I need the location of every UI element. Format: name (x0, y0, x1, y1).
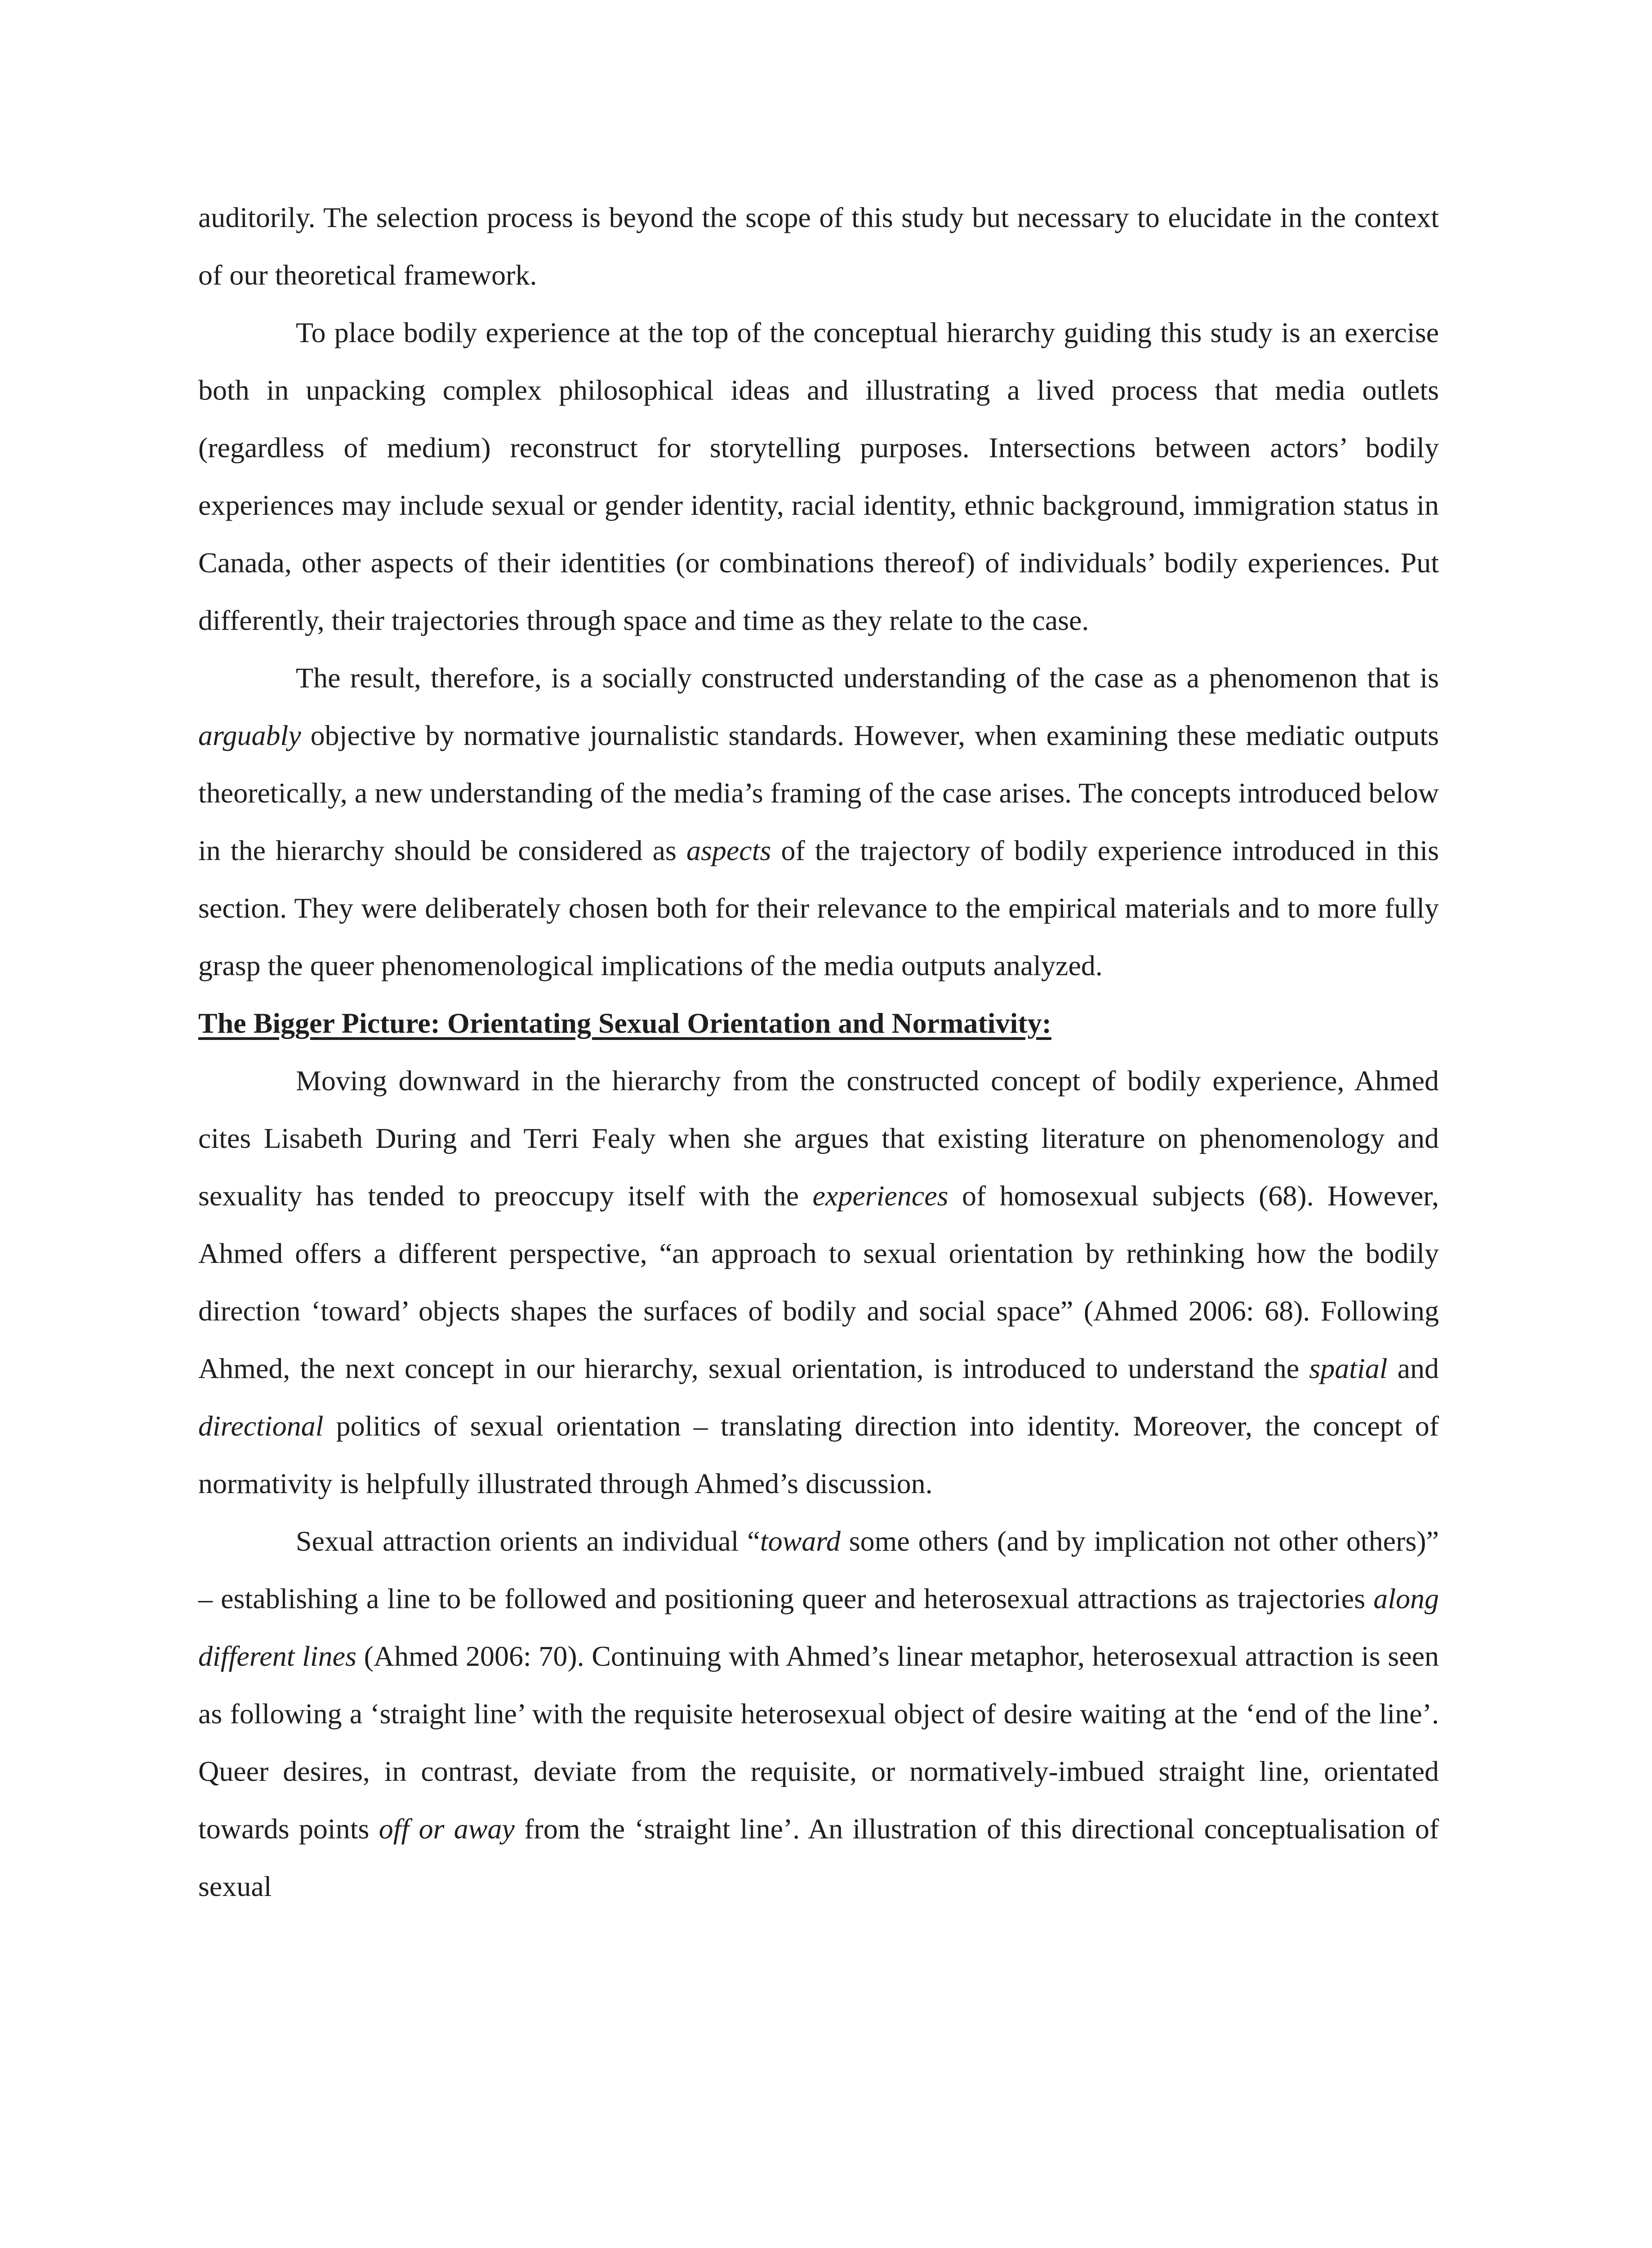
text-run: from the ‘straight line’. An illustration of this directional conceptualisation of sexual (198, 1813, 1439, 1902)
section-heading: The Bigger Picture: Orientating Sexual Orientation and Normativity: (198, 1007, 1051, 1039)
text-run: of the trajectory of bodily experience introduced in this section. They were deliberately chosen both for their relevance to the empirical materials and to more fully grasp the queer phenomenological implications of the media outputs analyzed. (198, 834, 1439, 981)
text-run: To place bodily experience at the top of the conceptual hierarchy guiding this study is an exercise both in unpacking complex philosophical ideas and illustrating a lived process that media outlets (regardless of medium) reconstruct for storytelling purposes. Intersections between actors’ bodily experiences may include sexual or gender identity, racial identity, ethnic background, immigration status in Canada, other aspects of their identities (or combinations thereof) of individuals’ bodily experiences. Put differently, their trajectories through space and time as they relate to the case. (198, 317, 1439, 636)
text-run: The result, therefore, is a socially constructed understanding of the case as a phenomenon that is (296, 662, 1439, 694)
paragraph (198, 1052, 1439, 1512)
italic-run: off or away (378, 1813, 515, 1845)
paragraph (198, 189, 1439, 304)
italic-run: spatial (1309, 1352, 1388, 1384)
text-run: some others (and by implication not other others)” – establishing a line to be followed and positioning queer and heterosexual attractions as trajectories (198, 1525, 1439, 1615)
italic-run: along different lines (198, 1583, 1439, 1672)
text-run: Sexual attraction orients an individual “ (296, 1525, 760, 1557)
paragraph (198, 649, 1439, 995)
text-run: politics of sexual orientation – translating direction into identity. Moreover, the concept of normativity is helpfully illustrated through Ahmed’s discussion. (198, 1410, 1439, 1499)
italic-run: arguably (198, 719, 301, 751)
italic-run: toward (760, 1525, 841, 1557)
text-run: objective by normative journalistic standards. However, when examining these mediatic outputs theoretically, a new understanding of the media’s framing of the case arises. The concepts introduced below in the hierarchy should be considered as (198, 719, 1439, 866)
text-run: auditorily. The selection process is beyond the scope of this study but necessary to elucidate in the context of our theoretical framework. (198, 201, 1439, 291)
paragraph (198, 1512, 1439, 1915)
text-run: (Ahmed 2006: 70). Continuing with Ahmed’s linear metaphor, heterosexual attraction is seen as following a ‘straight line’ with the requisite heterosexual object of desire waiting at the ‘end of the line’. Queer desires, in contrast, deviate from the requisite, or normatively-imbued straight line, orientated towards points (198, 1640, 1439, 1845)
body-text (198, 189, 1439, 1915)
text-run: and (1387, 1352, 1439, 1384)
italic-run: aspects (686, 834, 771, 866)
italic-run: directional (198, 1410, 324, 1442)
text-run: of homosexual subjects (68). However, Ahmed offers a different perspective, “an approach to sexual orientation by rethinking how the bodily direction ‘toward’ objects shapes the surfaces of bodily and social space” (Ahmed 2006: 68). Following Ahmed, the next concept in our hierarchy, sexual orientation, is introduced to understand the (198, 1180, 1439, 1384)
text-run: Moving downward in the hierarchy from the constructed concept of bodily experience, Ahmed cites Lisabeth During and Terri Fealy when she argues that existing literature on phenomenology and sexuality has tended to preoccupy itself with the (198, 1065, 1439, 1212)
paragraph (198, 304, 1439, 649)
italic-run: experiences (812, 1180, 948, 1212)
